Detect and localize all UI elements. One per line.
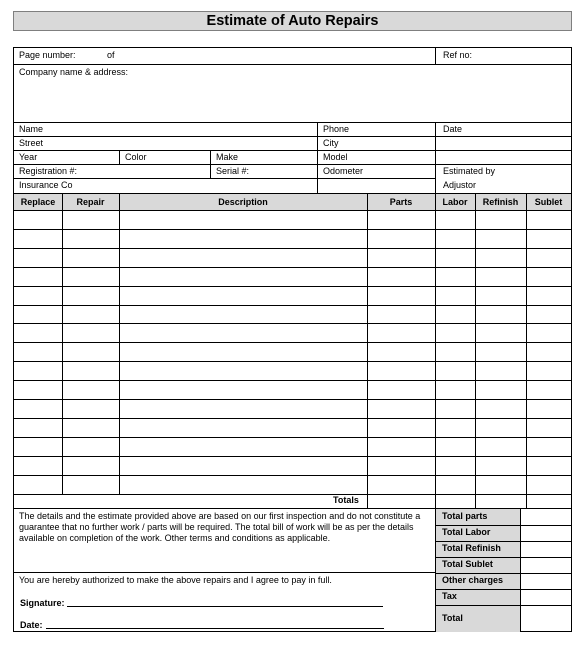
table-row[interactable] [14, 286, 571, 305]
summary-value[interactable] [521, 509, 571, 525]
year-label: Year [19, 152, 38, 162]
adjustor-label: Adjustor [443, 180, 477, 190]
street-label: Street [19, 138, 44, 148]
color-label: Color [125, 152, 147, 162]
table-row[interactable] [14, 456, 571, 475]
divider [14, 150, 571, 151]
totals-label: Totals [333, 495, 359, 505]
summary-label: Tax [442, 591, 457, 601]
table-row[interactable] [14, 418, 571, 437]
table-row[interactable] [14, 342, 571, 361]
company-label: Company name & address: [19, 67, 129, 77]
table-row[interactable] [14, 248, 571, 267]
table-row[interactable] [14, 267, 571, 286]
divider [14, 122, 571, 123]
serial-label: Serial #: [216, 166, 250, 176]
divider [14, 178, 435, 179]
authorization-text: You are hereby authorized to make the above repairs and I agree to pay in full. [19, 575, 332, 585]
date-label: Date [443, 124, 463, 134]
summary-value[interactable] [521, 541, 571, 557]
table-row[interactable] [14, 399, 571, 418]
summary-label: Total Labor [442, 527, 491, 537]
table-row[interactable] [14, 229, 571, 248]
divider [14, 64, 571, 65]
table-row-line [14, 494, 571, 495]
divider [317, 122, 318, 193]
table-row[interactable] [14, 305, 571, 324]
signature-label: Signature: [20, 598, 65, 608]
table-row[interactable] [14, 361, 571, 380]
page-number-label: Page number: [19, 50, 76, 60]
signature-line[interactable] [67, 606, 383, 607]
summary-value[interactable] [521, 589, 571, 605]
col-sublet: Sublet [534, 197, 563, 207]
insurance-label: Insurance Co [19, 180, 73, 190]
summary-label: Other charges [442, 575, 504, 585]
table-row[interactable] [14, 323, 571, 342]
page-of-label: of [107, 50, 115, 60]
model-label: Model [323, 152, 348, 162]
table-row[interactable] [14, 475, 571, 494]
odometer-label: Odometer [323, 166, 364, 176]
summary-value[interactable] [521, 525, 571, 541]
table-row[interactable] [14, 380, 571, 399]
table-row[interactable] [14, 437, 571, 456]
ref-no-label: Ref no: [443, 50, 473, 60]
divider [14, 572, 435, 573]
summary-label: Total Refinish [442, 543, 501, 553]
date-line[interactable] [46, 628, 384, 629]
col-description: Description [218, 197, 268, 207]
col-refinish: Refinish [482, 197, 519, 207]
form-title: Estimate of Auto Repairs [13, 11, 572, 31]
divider [14, 164, 571, 165]
date-sign-label: Date: [20, 620, 43, 630]
summary-value[interactable] [521, 573, 571, 589]
col-repair: Repair [76, 197, 105, 207]
summary-value[interactable] [521, 605, 571, 632]
city-label: City [323, 138, 339, 148]
summary-value[interactable] [521, 557, 571, 573]
col-replace: Replace [20, 197, 56, 207]
summary-label: Total Sublet [442, 559, 493, 569]
col-parts: Parts [389, 197, 413, 207]
divider [14, 136, 571, 137]
summary-label: Total [442, 612, 463, 623]
col-labor: Labor [442, 197, 468, 207]
disclaimer-text: The details and the estimate provided above are based on our first inspection and do not constitute a guarantee that no further work / parts will be required. The total bill of work will be as per the details available on completion of the work. Other terms and conditions as applicable. [19, 511, 421, 543]
name-label: Name [19, 124, 44, 134]
make-label: Make [216, 152, 239, 162]
summary-label: Total parts [442, 511, 488, 521]
phone-label: Phone [323, 124, 350, 134]
ref-divider [435, 48, 436, 64]
table-row[interactable] [14, 210, 571, 229]
divider [119, 150, 120, 164]
divider [435, 122, 436, 193]
divider [210, 150, 211, 178]
registration-label: Registration #: [19, 166, 78, 176]
estimate-form [13, 47, 572, 632]
estimated-by-label: Estimated by [443, 166, 496, 176]
